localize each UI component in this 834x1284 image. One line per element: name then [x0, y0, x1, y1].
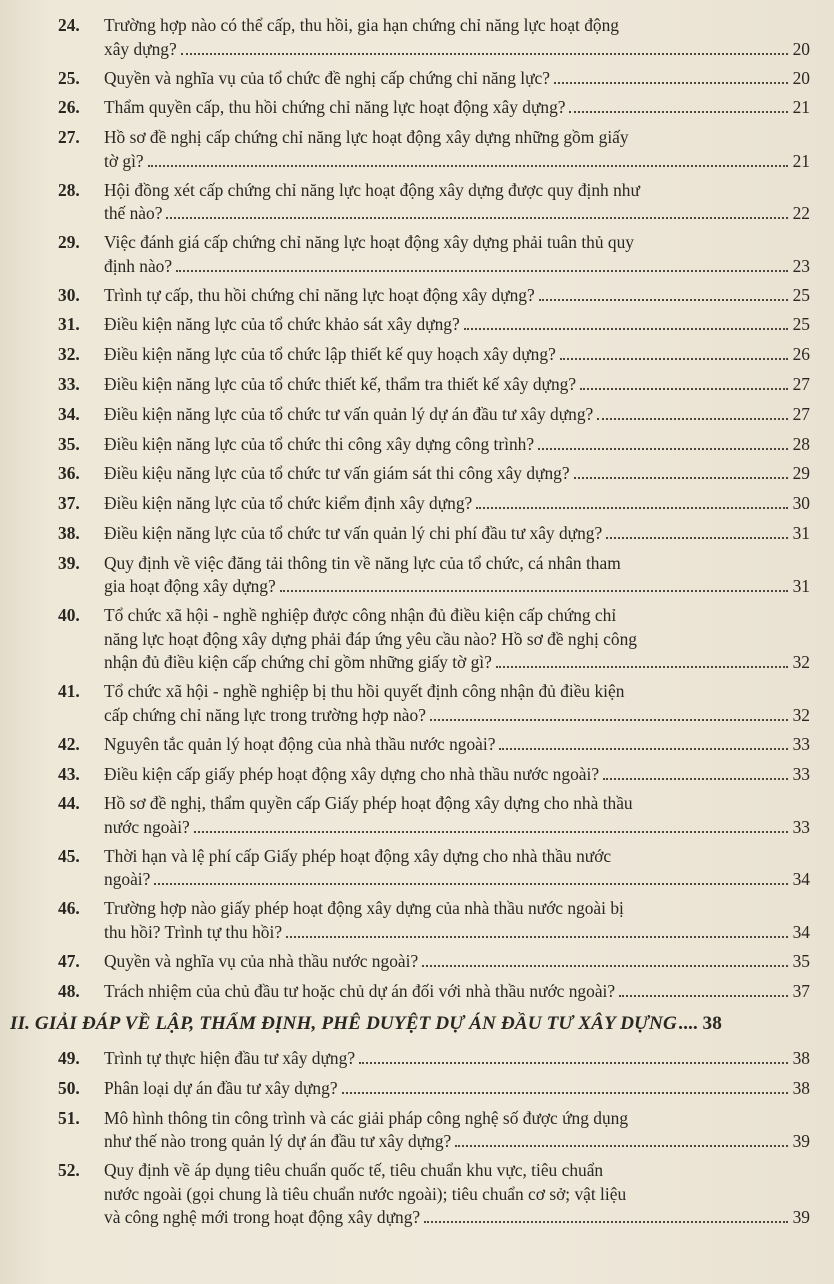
entry-text-line: Quyền và nghĩa vụ của nhà thầu nước ngoài? — [104, 950, 419, 971]
entry-text-line: nhận đủ điều kiện cấp chứng chỉ gồm những giấy tờ gì? — [104, 652, 492, 673]
dot-leader — [194, 831, 788, 833]
entry-final-line — [104, 492, 810, 516]
entry-final-line — [104, 704, 810, 728]
entry-final-line — [104, 1047, 810, 1071]
entry-final-line — [104, 868, 810, 892]
page-number: 38 — [792, 1048, 810, 1069]
toc-entry — [58, 897, 810, 944]
page-number: 31 — [792, 576, 810, 597]
entry-final-line — [104, 284, 810, 308]
entry-final-line — [104, 38, 810, 62]
entry-number: 40. — [58, 605, 80, 626]
entry-body — [104, 763, 810, 787]
toc-entry — [58, 126, 810, 173]
entry-text-line: năng lực hoạt động xây dựng phải đáp ứng yêu cầu nào? Hồ sơ đề nghị công — [104, 628, 637, 649]
page-number: 21 — [792, 150, 810, 171]
entry-final-line — [104, 1206, 810, 1230]
entry-final-line — [104, 575, 810, 599]
entry-number: 32. — [58, 344, 80, 365]
toc-entry — [58, 680, 810, 727]
entry-number: 26. — [58, 97, 80, 118]
entry-body — [104, 403, 810, 427]
page-number: 33 — [792, 816, 810, 837]
page-number: 35 — [792, 950, 810, 971]
dot-leader — [181, 53, 788, 55]
entry-number: 30. — [58, 284, 80, 305]
entry-final-line — [104, 1077, 810, 1101]
entry-text-line: Điều kiện năng lực của tổ chức kiểm định xây dựng? — [104, 493, 473, 514]
entry-body — [104, 231, 810, 278]
page-number: 20 — [792, 67, 810, 88]
dot-leader — [569, 111, 788, 113]
toc-entry — [58, 950, 810, 974]
entry-number: 24. — [58, 15, 80, 35]
dot-leader — [148, 165, 788, 167]
dot-leader — [476, 507, 788, 509]
entry-text-line: Hội đồng xét cấp chứng chỉ năng lực hoạt động xây dựng được quy định như — [104, 179, 640, 200]
entry-text-line: Quyền và nghĩa vụ của tổ chức đề nghị cấp chứng chỉ năng lực? — [104, 67, 550, 88]
entry-body — [104, 1159, 810, 1230]
entry-text-line: Quy định về áp dụng tiêu chuẩn quốc tế, tiêu chuẩn khu vực, tiêu chuẩn — [104, 1160, 604, 1181]
entry-text-line: định nào? — [104, 255, 173, 276]
page-number: 23 — [792, 255, 810, 276]
entry-final-line — [104, 433, 810, 457]
entry-number: 39. — [58, 552, 80, 573]
entry-text-line: Trường hợp nào có thể cấp, thu hồi, gia hạn chứng chỉ năng lực hoạt động — [104, 15, 619, 35]
page-number: 25 — [792, 284, 810, 305]
entry-final-line — [104, 1130, 810, 1154]
page-number: 25 — [792, 314, 810, 335]
entry-text-line: Trường hợp nào giấy phép hoạt động xây dựng của nhà thầu nước ngoài bị — [104, 898, 624, 919]
entry-final-line — [104, 921, 810, 945]
entry-body — [104, 680, 810, 727]
entry-number: 45. — [58, 845, 80, 866]
entry-final-line — [104, 255, 810, 279]
entry-final-line — [104, 313, 810, 337]
dot-leader — [538, 448, 788, 450]
dot-leader — [430, 719, 788, 721]
entry-body — [104, 284, 810, 308]
entry-text-line: Tổ chức xã hội - nghề nghiệp được công nhận đủ điều kiện cấp chứng chỉ — [104, 605, 617, 626]
entry-body — [104, 492, 810, 516]
entry-final-line — [104, 343, 810, 367]
entry-number: 41. — [58, 681, 80, 702]
entry-body — [104, 343, 810, 367]
entry-number: 29. — [58, 232, 80, 253]
page-number: 28 — [792, 433, 810, 454]
entry-number: 33. — [58, 373, 80, 394]
toc-entry — [58, 792, 810, 839]
toc-list-part-1 — [58, 14, 810, 1003]
entry-text-line: Thẩm quyền cấp, thu hồi chứng chỉ năng lực hoạt động xây dựng? — [104, 97, 566, 118]
entry-text-line: Hồ sơ đề nghị cấp chứng chỉ năng lực hoạt động xây dựng những gồm giấy — [104, 127, 629, 148]
toc-entry — [58, 1107, 810, 1154]
page-number: 22 — [792, 203, 810, 224]
entry-body — [104, 373, 810, 397]
entry-text-line: Điều kiện cấp giấy phép hoạt động xây dựng cho nhà thầu nước ngoài? — [104, 763, 600, 784]
page-number: 32 — [792, 652, 810, 673]
entry-body — [104, 733, 810, 757]
entry-text-line: cấp chứng chỉ năng lực trong trường hợp nào? — [104, 704, 426, 725]
page-number: 27 — [792, 373, 810, 394]
entry-final-line — [104, 150, 810, 174]
entry-text-line: Phân loại dự án đầu tư xây dựng? — [104, 1077, 338, 1098]
entry-text-line: Trình tự cấp, thu hồi chứng chỉ năng lực hoạt động xây dựng? — [104, 284, 535, 305]
entry-number: 37. — [58, 493, 80, 514]
entry-number: 43. — [58, 763, 80, 784]
dot-leader — [597, 418, 788, 420]
entry-text-line: thế nào? — [104, 203, 163, 224]
entry-final-line — [104, 980, 810, 1004]
entry-body — [104, 792, 810, 839]
entry-text-line: Hồ sơ đề nghị, thẩm quyền cấp Giấy phép hoạt động xây dựng cho nhà thầu — [104, 793, 633, 814]
entry-number: 48. — [58, 980, 80, 1001]
page-number: 30 — [792, 493, 810, 514]
entry-body — [104, 1107, 810, 1154]
entry-body — [104, 179, 810, 226]
section-title: II. GIẢI ĐÁP VỀ LẬP, THẨM ĐỊNH, PHÊ DUYỆT DỰ ÁN ĐẦU TƯ XÂY DỰNG — [10, 1013, 677, 1035]
page-number: 39 — [792, 1131, 810, 1152]
page-number: 26 — [792, 344, 810, 365]
toc-entry — [58, 604, 810, 675]
entry-text-line: ngoài? — [104, 869, 151, 890]
entry-final-line — [104, 202, 810, 226]
entry-body — [104, 96, 810, 120]
entry-text-line: xây dựng? — [104, 38, 177, 59]
entry-final-line — [104, 651, 810, 675]
toc-entry — [58, 433, 810, 457]
toc-entry — [58, 67, 810, 91]
toc-entry — [58, 492, 810, 516]
entry-number: 42. — [58, 733, 80, 754]
entry-body — [104, 604, 810, 675]
entry-text-line: Việc đánh giá cấp chứng chỉ năng lực hoạt động xây dựng phải tuân thủ quy — [104, 232, 634, 253]
dot-leader — [496, 666, 788, 668]
entry-body — [104, 950, 810, 974]
entry-number: 35. — [58, 433, 80, 454]
entry-final-line — [104, 733, 810, 757]
entry-text-line: Thời hạn và lệ phí cấp Giấy phép hoạt động xây dựng cho nhà thầu nước — [104, 845, 612, 866]
entry-final-line — [104, 816, 810, 840]
page-number: 34 — [792, 869, 810, 890]
entry-body — [104, 433, 810, 457]
dot-leader — [603, 778, 788, 780]
dot-leader — [359, 1062, 788, 1064]
toc-entry — [58, 552, 810, 599]
entry-final-line — [104, 96, 810, 120]
entry-text-line: Mô hình thông tin công trình và các giải pháp công nghệ số được ứng dụng — [104, 1107, 629, 1128]
page-number: 32 — [792, 704, 810, 725]
entry-text-line: Nguyên tắc quản lý hoạt động của nhà thầu nước ngoài? — [104, 733, 496, 754]
dot-leader — [560, 358, 788, 360]
page-number: 38 — [792, 1077, 810, 1098]
entry-body — [104, 522, 810, 546]
toc-entry — [58, 462, 810, 486]
dot-leader — [422, 965, 788, 967]
page-number: 34 — [792, 921, 810, 942]
toc-entry — [58, 733, 810, 757]
toc-entry — [58, 1077, 810, 1101]
entry-text-line: Điều kiện năng lực của tổ chức tư vấn quản lý dự án đầu tư xây dựng? — [104, 403, 594, 424]
entry-final-line — [104, 950, 810, 974]
entry-text-line: Điều kiệu năng lực của tổ chức tư vấn giám sát thi công xây dựng? — [104, 463, 570, 484]
entry-number: 49. — [58, 1048, 80, 1069]
dot-leader — [580, 388, 788, 390]
entry-final-line — [104, 763, 810, 787]
entry-number: 46. — [58, 898, 80, 919]
entry-text-line: Tổ chức xã hội - nghề nghiệp bị thu hồi quyết định công nhận đủ điều kiện — [104, 681, 625, 702]
entry-final-line — [104, 403, 810, 427]
entry-body — [104, 14, 810, 61]
toc-entry — [58, 980, 810, 1004]
entry-body — [104, 980, 810, 1004]
entry-body — [104, 67, 810, 91]
dot-leader — [286, 936, 788, 938]
page-number: 20 — [792, 38, 810, 59]
dot-leader — [424, 1221, 788, 1223]
page-number: 37 — [792, 980, 810, 1001]
entry-number: 27. — [58, 127, 80, 148]
dot-leader — [574, 477, 788, 479]
toc-entry — [58, 14, 810, 61]
page-number: 31 — [792, 522, 810, 543]
entry-text-line: nước ngoài (gọi chung là tiêu chuẩn nước ngoài); tiêu chuẩn cơ sở; vật liệu — [104, 1183, 627, 1204]
entry-body — [104, 845, 810, 892]
entry-text-line: Điều kiện năng lực của tổ chức khảo sát xây dựng? — [104, 314, 460, 335]
entry-number: 50. — [58, 1077, 80, 1098]
entry-text-line: và công nghệ mới trong hoạt động xây dựng? — [104, 1207, 421, 1228]
dot-leader — [554, 82, 788, 84]
entry-text-line: Trình tự thực hiện đầu tư xây dựng? — [104, 1048, 356, 1069]
entry-text-line: Điều kiện năng lực của tổ chức lập thiết kế quy hoạch xây dựng? — [104, 344, 556, 365]
dot-leader — [176, 270, 788, 272]
dot-leader — [342, 1092, 788, 1094]
entry-body — [104, 313, 810, 337]
dot-leader — [455, 1145, 788, 1147]
dot-leader — [154, 883, 788, 885]
entry-body — [104, 1077, 810, 1101]
entry-body — [104, 462, 810, 486]
entry-number: 28. — [58, 179, 80, 200]
toc-entry — [58, 373, 810, 397]
entry-text-line: Điều kiện năng lực của tổ chức thiết kế, thẩm tra thiết kế xây dựng? — [104, 373, 577, 394]
toc-entry — [58, 1047, 810, 1071]
page-number: 29 — [792, 463, 810, 484]
dot-leader — [539, 299, 788, 301]
entry-number: 44. — [58, 793, 80, 814]
entry-number: 36. — [58, 463, 80, 484]
page-number: 33 — [792, 733, 810, 754]
entry-text-line: Điều kiện năng lực của tổ chức thi công xây dựng công trình? — [104, 433, 535, 454]
entry-text-line: Quy định về việc đăng tải thông tin về năng lực của tổ chức, cá nhân tham — [104, 552, 621, 573]
toc-entry — [58, 179, 810, 226]
toc-entry — [58, 763, 810, 787]
entry-number: 34. — [58, 403, 80, 424]
toc-entry — [58, 403, 810, 427]
section-page-number: 38 — [702, 1013, 722, 1035]
toc-list-part-2 — [58, 1047, 810, 1230]
entry-text-line: thu hồi? Trình tự thu hồi? — [104, 921, 283, 942]
page-number: 39 — [792, 1207, 810, 1228]
entry-text-line: Điều kiện năng lực của tổ chức tư vấn quản lý chi phí đầu tư xây dựng? — [104, 522, 603, 543]
entry-body — [104, 126, 810, 173]
page-number: 33 — [792, 763, 810, 784]
toc-entry — [58, 1159, 810, 1230]
section-heading — [10, 1011, 810, 1037]
entry-number: 25. — [58, 67, 80, 88]
toc-entry — [58, 845, 810, 892]
toc-entry — [58, 313, 810, 337]
toc-entry — [58, 343, 810, 367]
section-leader: .... — [678, 1013, 699, 1035]
entry-body — [104, 552, 810, 599]
entry-number: 31. — [58, 314, 80, 335]
entry-number: 38. — [58, 522, 80, 543]
entry-text-line: tờ gì? — [104, 150, 144, 171]
entry-final-line — [104, 67, 810, 91]
toc-entry — [58, 96, 810, 120]
entry-final-line — [104, 522, 810, 546]
page-number: 27 — [792, 403, 810, 424]
dot-leader — [606, 537, 788, 539]
toc-entry — [58, 231, 810, 278]
entry-final-line — [104, 462, 810, 486]
toc-entry — [58, 284, 810, 308]
entry-number: 52. — [58, 1160, 80, 1181]
dot-leader — [619, 995, 788, 997]
dot-leader — [464, 328, 788, 330]
entry-body — [104, 897, 810, 944]
dot-leader — [166, 217, 788, 219]
entry-final-line — [104, 373, 810, 397]
entry-body — [104, 1047, 810, 1071]
entry-text-line: Trách nhiệm của chủ đầu tư hoặc chủ dự án đối với nhà thầu nước ngoài? — [104, 980, 616, 1001]
entry-text-line: nước ngoài? — [104, 816, 190, 837]
dot-leader — [280, 590, 788, 592]
entry-number: 51. — [58, 1107, 80, 1128]
entry-text-line: như thế nào trong quản lý dự án đầu tư xây dựng? — [104, 1131, 452, 1152]
entry-number: 47. — [58, 950, 80, 971]
toc-entry — [58, 522, 810, 546]
page-number: 21 — [792, 97, 810, 118]
entry-text-line: gia hoạt động xây dựng? — [104, 576, 276, 597]
dot-leader — [499, 748, 788, 750]
